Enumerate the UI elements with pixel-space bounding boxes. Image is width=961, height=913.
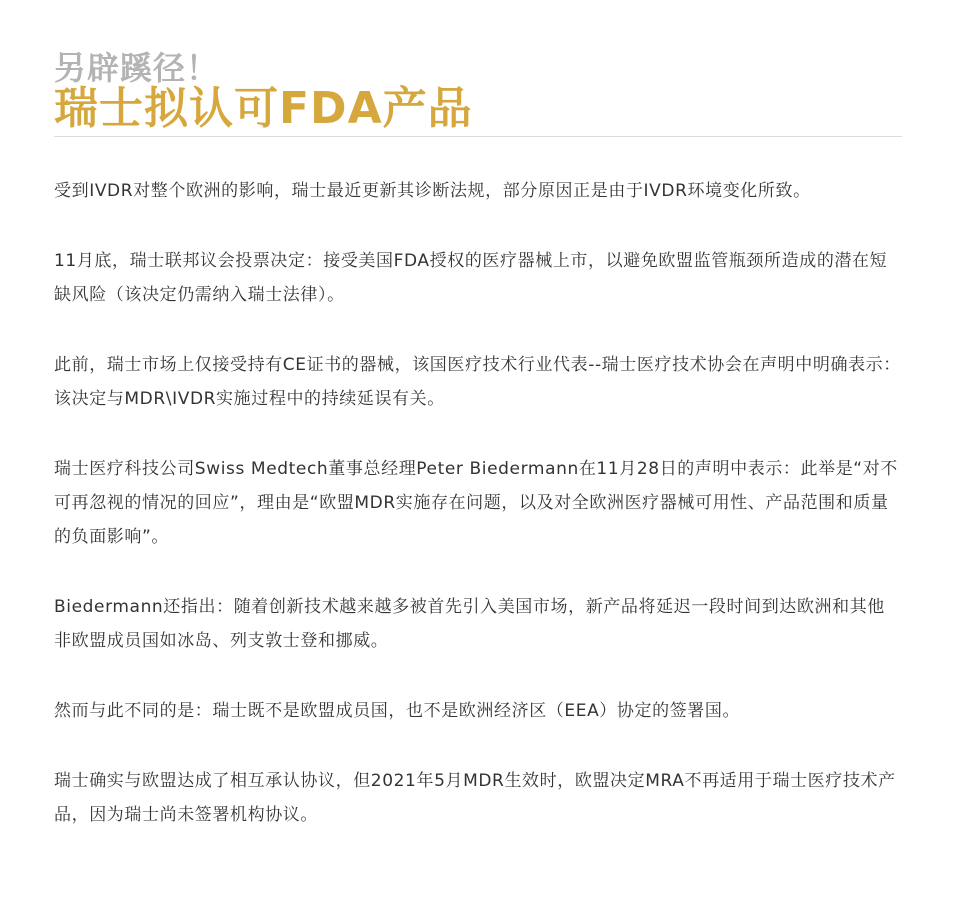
paragraph-4: 瑞士医疗科技公司Swiss Medtech董事总经理Peter Biedermann在11月28日的声明中表示：此举是“对不可再忽视的情况的回应”，理由是“欧盟MDR实施存在问题，以及对全欧洲医疗器械可用性、产品范围和质量的负面影响”。 (54, 459, 898, 547)
paragraph-3: 此前，瑞士市场上仅接受持有CE证书的器械，该国医疗技术行业代表--瑞士医疗技术协会在声明中明确表示：该决定与MDR\IVDR实施过程中的持续延误有关。 (54, 355, 901, 409)
article-body (54, 174, 902, 832)
article-headline: 瑞士拟认可FDA产品 (54, 83, 473, 134)
title-divider (54, 136, 902, 137)
paragraph-6: 然而与此不同的是：瑞士既不是欧盟成员国，也不是欧洲经济区（EEA）协定的签署国。 (54, 701, 741, 721)
paragraph-2: 11月底，瑞士联邦议会投票决定：接受美国FDA授权的医疗器械上市，以避免欧盟监管瓶颈所造成的潜在短缺风险（该决定仍需纳入瑞士法律）。 (54, 251, 888, 305)
paragraph-1: 受到IVDR对整个欧洲的影响，瑞士最近更新其诊断法规，部分原因正是由于IVDR环境变化所致。 (54, 181, 811, 201)
article-kicker: 另辟蹊径！ (54, 49, 220, 87)
paragraph-7: 瑞士确实与欧盟达成了相互承认协议，但2021年5月MDR生效时，欧盟决定MRA不再适用于瑞士医疗技术产品，因为瑞士尚未签署机构协议。 (54, 771, 896, 825)
paragraph-5: Biedermann还指出：随着创新技术越来越多被首先引入美国市场，新产品将延迟一段时间到达欧洲和其他非欧盟成员国如冰岛、列支敦士登和挪威。 (54, 597, 885, 651)
article (54, 48, 902, 832)
